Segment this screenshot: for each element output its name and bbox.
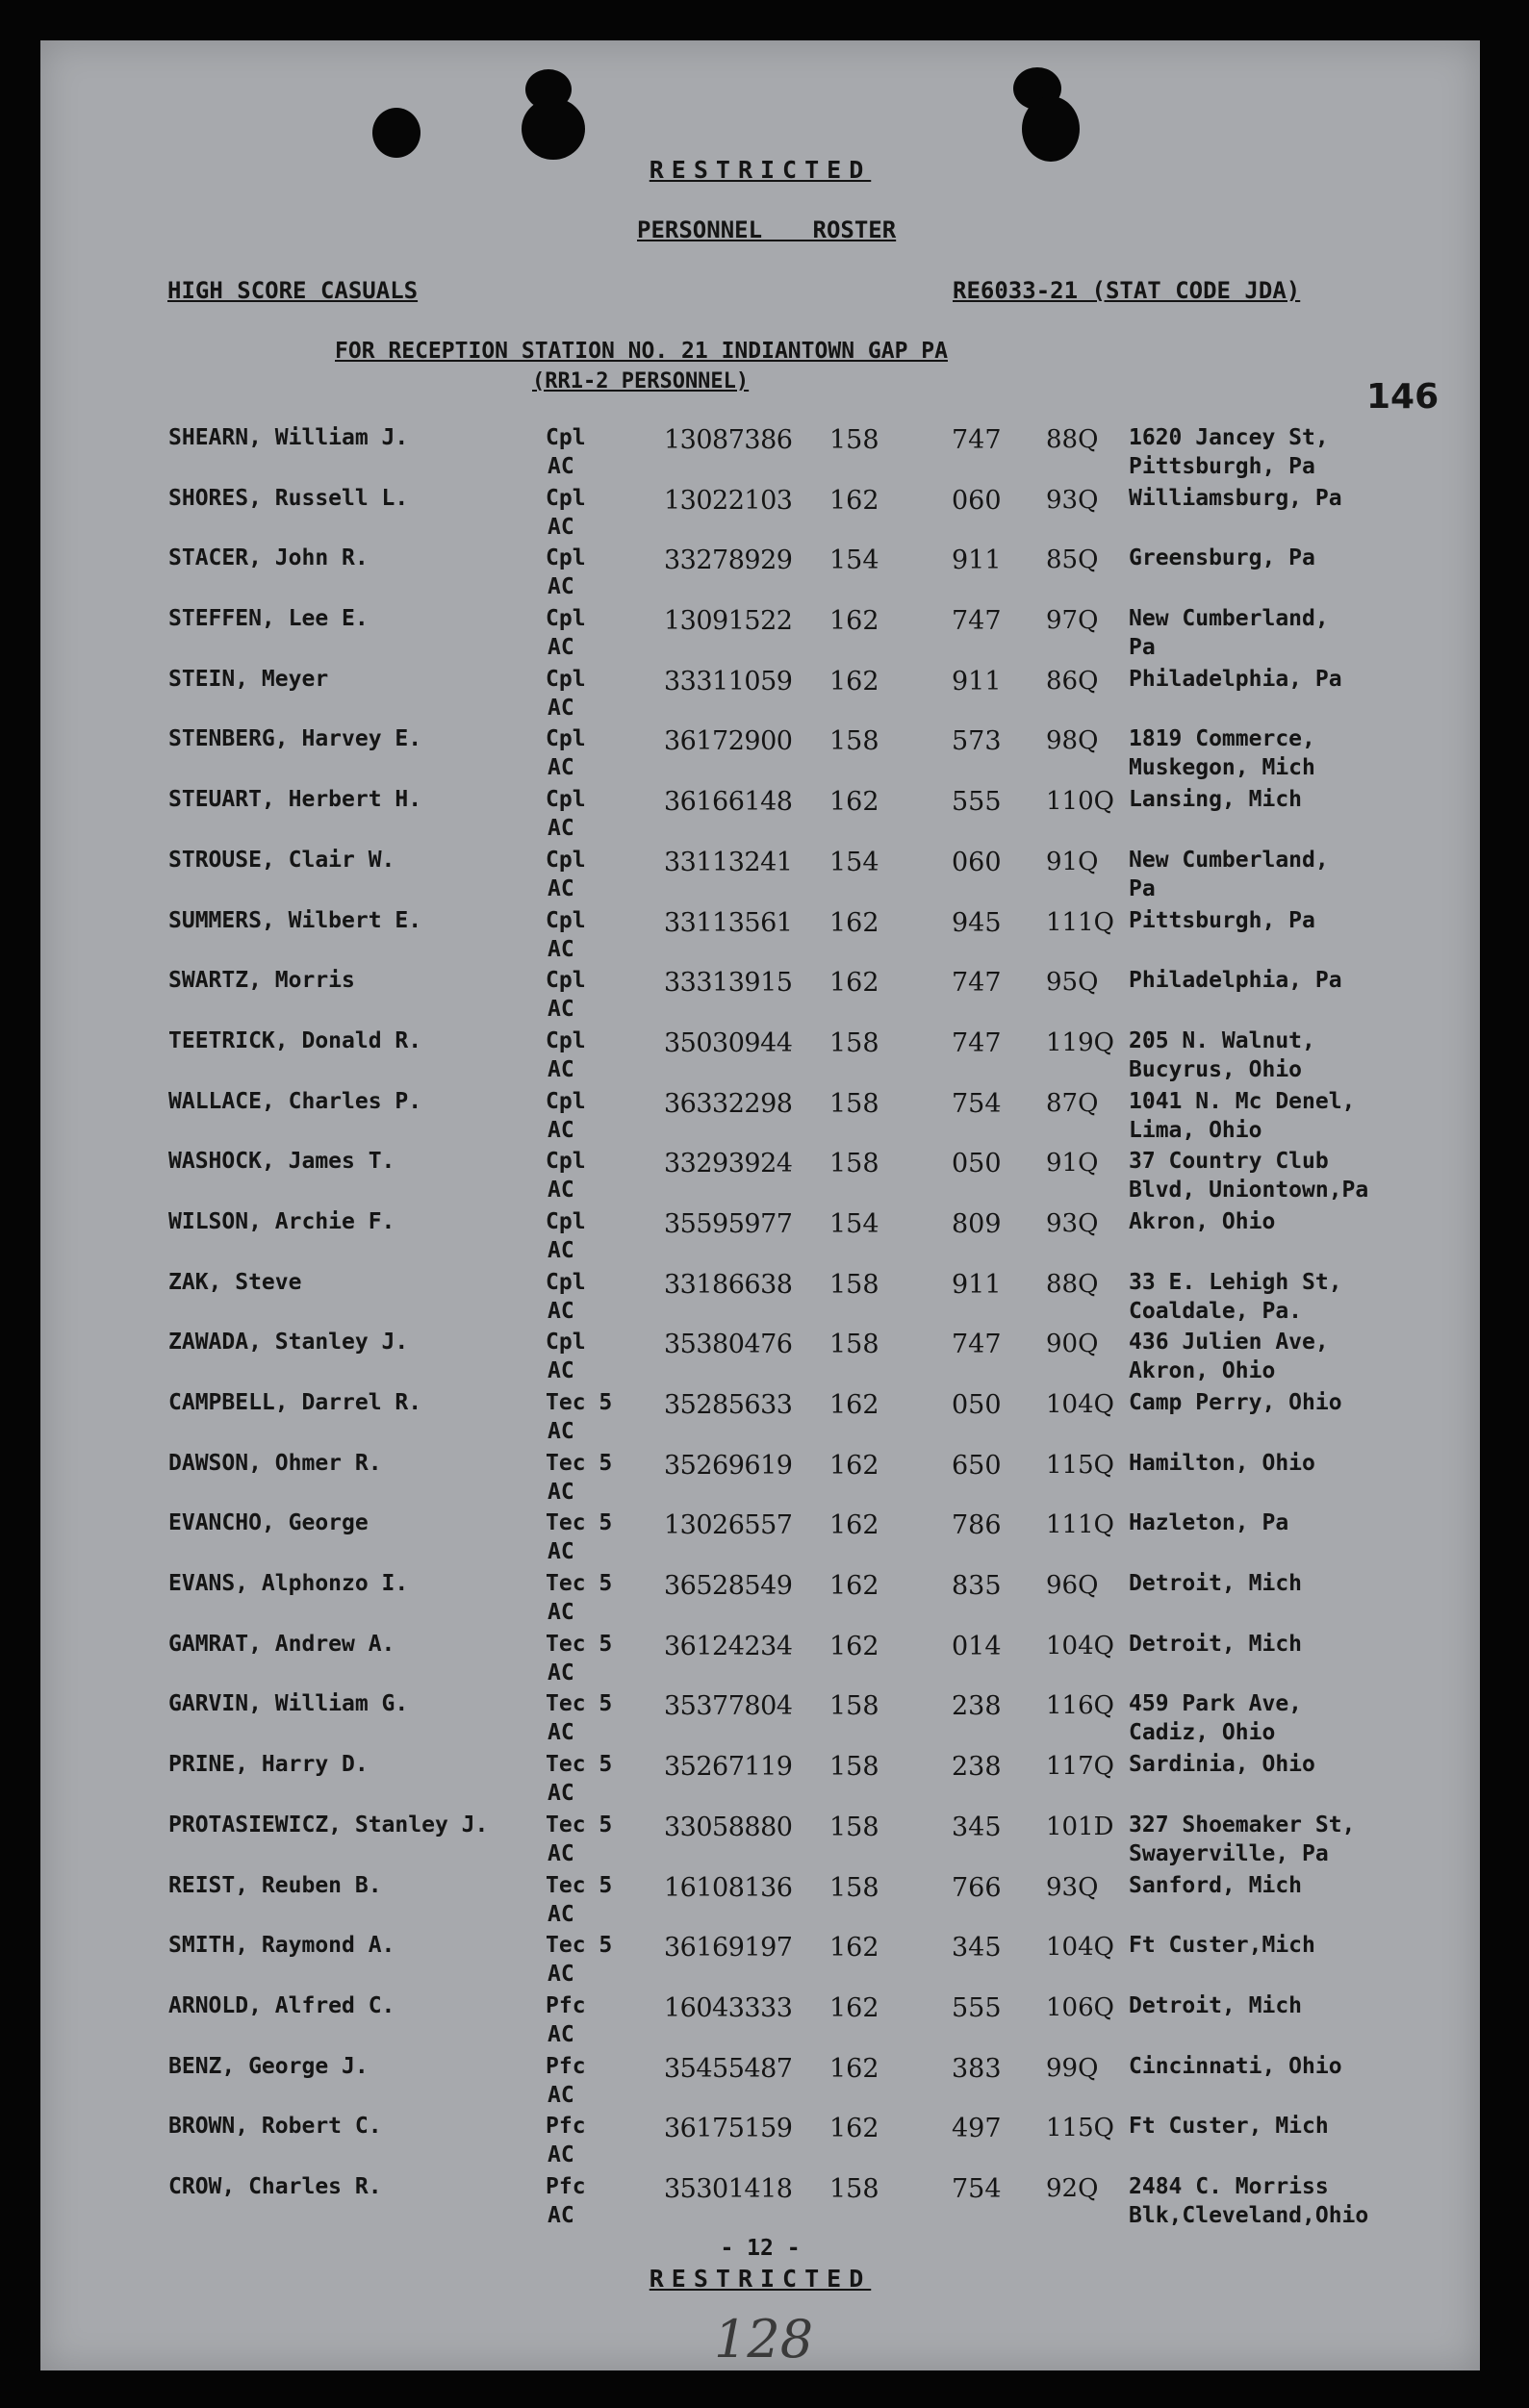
- table-row: [40, 968, 1480, 1028]
- roster-score: 90Q: [1046, 1330, 1099, 1359]
- roster-branch: AC: [548, 2142, 574, 2168]
- page-number: - 12 -: [720, 2236, 801, 2261]
- table-row: [40, 1632, 1480, 1692]
- roster-rank: Cpl: [546, 787, 586, 813]
- roster-branch: AC: [548, 936, 574, 962]
- roster-branch: AC: [548, 1901, 574, 1927]
- stat-code: RE6033-21 (STAT CODE JDA): [953, 277, 1301, 304]
- roster-address-line-1: Ft Custer,Mich: [1129, 1933, 1315, 1959]
- roster-serial-number: 35380476: [664, 1330, 793, 1360]
- roster-rank: Tec 5: [546, 1450, 613, 1476]
- roster-branch: AC: [548, 1600, 574, 1626]
- table-row: [40, 1752, 1480, 1812]
- roster-code-a: 158: [829, 1752, 879, 1783]
- roster-score: 116Q: [1046, 1691, 1114, 1721]
- roster-address-line-1: 1620 Jancey St,: [1129, 425, 1329, 450]
- roster-rank: Tec 5: [546, 1390, 613, 1415]
- roster-score: 91Q: [1046, 847, 1099, 876]
- roster-score: 91Q: [1046, 1149, 1099, 1179]
- roster-branch: AC: [548, 1660, 574, 1686]
- roster-name: SMITH, Raymond A.: [168, 1933, 395, 1959]
- station-subtitle: (RR1-2 PERSONNEL): [532, 369, 750, 393]
- roster-serial-number: 33058880: [664, 1812, 793, 1842]
- roster-score: 97Q: [1046, 606, 1099, 636]
- roster-name: TEETRICK, Donald R.: [168, 1027, 422, 1053]
- roster-code-a: 162: [829, 2053, 879, 2084]
- roster-rank: Cpl: [546, 1269, 586, 1295]
- table-row: [40, 1028, 1480, 1089]
- roster-rank: Pfc: [546, 2053, 586, 2079]
- roster-code-a: 158: [829, 1691, 879, 1722]
- roster-code-b: 786: [952, 1510, 1002, 1541]
- roster-address-line-1: Lansing, Mich: [1129, 787, 1303, 813]
- roster-code-b: 060: [952, 847, 1002, 877]
- roster-code-b: 238: [952, 1752, 1002, 1783]
- roster-code-b: 911: [952, 545, 1002, 576]
- roster-code-b: 911: [952, 1269, 1002, 1300]
- roster-branch: AC: [548, 2082, 574, 2108]
- roster-address-line-1: Hazleton, Pa: [1129, 1510, 1289, 1536]
- roster-rank: Cpl: [546, 1027, 586, 1053]
- roster-serial-number: 35595977: [664, 1208, 793, 1239]
- roster-name: SUMMERS, Wilbert E.: [168, 907, 422, 933]
- roster-code-a: 162: [829, 1992, 879, 2023]
- roster-branch: AC: [548, 1419, 574, 1444]
- roster-code-b: 345: [952, 1933, 1002, 1964]
- restricted-header: RESTRICTED: [649, 156, 872, 184]
- roster-serial-number: 36528549: [664, 1571, 793, 1602]
- table-row: [40, 1270, 1480, 1331]
- table-row: [40, 545, 1480, 606]
- roster-address-line-1: Cincinnati, Ohio: [1129, 2053, 1342, 2079]
- roster-branch: AC: [548, 1840, 574, 1866]
- roster-code-a: 158: [829, 1088, 879, 1119]
- roster-branch: AC: [548, 1117, 574, 1143]
- table-row: [40, 1993, 1480, 2054]
- roster-code-b: 014: [952, 1631, 1002, 1661]
- roster-code-b: 747: [952, 1027, 1002, 1058]
- table-row: [40, 1451, 1480, 1511]
- roster-score: 93Q: [1046, 1208, 1099, 1238]
- roster-name: CAMPBELL, Darrel R.: [168, 1390, 422, 1415]
- roster-branch: AC: [548, 1720, 574, 1746]
- roster-rank: Cpl: [546, 1088, 586, 1114]
- table-row: [40, 1209, 1480, 1270]
- roster-name: ARNOLD, Alfred C.: [168, 1992, 395, 2018]
- roster-address-line-1: Pittsburgh, Pa: [1129, 907, 1315, 933]
- roster-address-line-2: Pa: [1129, 875, 1156, 901]
- roster-name: PROTASIEWICZ, Stanley J.: [168, 1812, 489, 1838]
- roster-branch: AC: [548, 1056, 574, 1082]
- roster-name: WALLACE, Charles P.: [168, 1088, 422, 1114]
- roster-serial-number: 33113241: [664, 847, 793, 877]
- roster-branch: AC: [548, 454, 574, 479]
- roster-address-line-1: Sardinia, Ohio: [1129, 1752, 1315, 1778]
- roster-address-line-1: Williamsburg, Pa: [1129, 485, 1342, 511]
- roster-serial-number: 13026557: [664, 1510, 793, 1541]
- roster-rank: Cpl: [546, 847, 586, 873]
- roster-serial-number: 33113561: [664, 907, 793, 938]
- roster-branch: AC: [548, 755, 574, 781]
- table-row: [40, 1390, 1480, 1451]
- roster-address-line-1: Philadelphia, Pa: [1129, 968, 1342, 994]
- roster-code-a: 154: [829, 847, 879, 877]
- roster-score: 104Q: [1046, 1390, 1114, 1419]
- roster-branch: AC: [548, 695, 574, 721]
- roster-code-a: 162: [829, 1450, 879, 1481]
- roster-score: 99Q: [1046, 2053, 1099, 2083]
- table-row: [40, 2174, 1480, 2235]
- roster-rank: Tec 5: [546, 1933, 613, 1959]
- table-row: [40, 667, 1480, 727]
- roster-address-line-1: Ft Custer, Mich: [1129, 2114, 1329, 2140]
- roster-score: 106Q: [1046, 1992, 1114, 2022]
- roster-serial-number: 16043333: [664, 1992, 793, 2023]
- roster-branch: AC: [548, 1178, 574, 1204]
- roster-code-a: 158: [829, 1812, 879, 1842]
- roster-score: 101D: [1046, 1812, 1114, 1841]
- roster-code-b: 650: [952, 1450, 1002, 1481]
- table-row: [40, 2114, 1480, 2174]
- roster-code-a: 162: [829, 1933, 879, 1964]
- roster-code-a: 162: [829, 1571, 879, 1602]
- roster-serial-number: 35030944: [664, 1027, 793, 1058]
- restricted-footer: RESTRICTED: [649, 2265, 872, 2293]
- roster-code-b: 050: [952, 1149, 1002, 1179]
- table-row: [40, 2054, 1480, 2115]
- roster-name: SWARTZ, Morris: [168, 968, 355, 994]
- table-row: [40, 1089, 1480, 1150]
- table-row: [40, 848, 1480, 908]
- roster-address-line-2: Cadiz, Ohio: [1129, 1720, 1276, 1746]
- roster-name: GARVIN, William G.: [168, 1691, 409, 1717]
- punch-hole-right: [1022, 96, 1080, 162]
- roster-serial-number: 13087386: [664, 425, 793, 455]
- roster-code-a: 158: [829, 1330, 879, 1360]
- roster-address-line-1: Akron, Ohio: [1129, 1208, 1276, 1234]
- roster-code-a: 162: [829, 2114, 879, 2144]
- roster-name: GAMRAT, Andrew A.: [168, 1631, 395, 1657]
- roster-code-b: 747: [952, 1330, 1002, 1360]
- roster-name: STROUSE, Clair W.: [168, 847, 395, 873]
- roster-name: SHORES, Russell L.: [168, 485, 409, 511]
- table-row: [40, 1933, 1480, 1993]
- roster-branch: AC: [548, 514, 574, 540]
- roster-address-line-1: Greensburg, Pa: [1129, 545, 1315, 571]
- roster-score: 88Q: [1046, 1269, 1099, 1299]
- roster-rank: Cpl: [546, 1208, 586, 1234]
- roster-name: EVANS, Alphonzo I.: [168, 1571, 409, 1597]
- roster-code-a: 162: [829, 485, 879, 516]
- roster-code-a: 162: [829, 968, 879, 999]
- roster-code-b: 060: [952, 485, 1002, 516]
- roster-code-b: 238: [952, 1691, 1002, 1722]
- roster-score: 111Q: [1046, 1510, 1114, 1540]
- roster-name: CROW, Charles R.: [168, 2173, 382, 2199]
- roster-rank: Tec 5: [546, 1812, 613, 1838]
- roster-address-line-1: Hamilton, Ohio: [1129, 1450, 1315, 1476]
- roster-score: 104Q: [1046, 1631, 1114, 1660]
- roster-rank: Cpl: [546, 545, 586, 571]
- roster-score: 111Q: [1046, 907, 1114, 937]
- table-row: [40, 606, 1480, 667]
- roster-rank: Tec 5: [546, 1691, 613, 1717]
- roster-code-a: 158: [829, 425, 879, 455]
- roster-code-a: 162: [829, 1631, 879, 1661]
- roster-code-a: 154: [829, 545, 879, 576]
- roster-code-a: 162: [829, 1510, 879, 1541]
- roster-name: WILSON, Archie F.: [168, 1208, 395, 1234]
- roster-serial-number: 36166148: [664, 787, 793, 818]
- roster-rank: Cpl: [546, 1149, 586, 1175]
- roster-score: 93Q: [1046, 1872, 1099, 1902]
- roster-address-line-1: Detroit, Mich: [1129, 1631, 1303, 1657]
- roster-address-line-1: Sanford, Mich: [1129, 1872, 1303, 1898]
- table-row: [40, 486, 1480, 546]
- roster-address-line-2: Coaldale, Pa.: [1129, 1298, 1303, 1324]
- roster-score: 119Q: [1046, 1027, 1114, 1057]
- roster-address-line-1: Detroit, Mich: [1129, 1992, 1303, 2018]
- roster-serial-number: 16108136: [664, 1872, 793, 1903]
- roster-serial-number: 33278929: [664, 545, 793, 576]
- roster-name: ZAWADA, Stanley J.: [168, 1330, 409, 1356]
- roster-address-line-1: 459 Park Ave,: [1129, 1691, 1303, 1717]
- roster-address-line-1: 205 N. Walnut,: [1129, 1027, 1315, 1053]
- handwritten-number: 128: [714, 2309, 814, 2370]
- roster-rank: Cpl: [546, 968, 586, 994]
- roster-code-b: 573: [952, 726, 1002, 757]
- roster-table: [40, 425, 1480, 2235]
- table-row: [40, 1510, 1480, 1571]
- table-row: [40, 1571, 1480, 1632]
- punch-hole-center: [522, 98, 585, 160]
- roster-code-a: 162: [829, 666, 879, 697]
- roster-serial-number: 35455487: [664, 2053, 793, 2084]
- table-row: [40, 726, 1480, 787]
- roster-code-b: 497: [952, 2114, 1002, 2144]
- roster-serial-number: 36169197: [664, 1933, 793, 1964]
- roster-address-line-1: Philadelphia, Pa: [1129, 666, 1342, 692]
- roster-serial-number: 36332298: [664, 1088, 793, 1119]
- roster-branch: AC: [548, 997, 574, 1023]
- roster-branch: AC: [548, 875, 574, 901]
- roster-code-a: 158: [829, 1872, 879, 1903]
- roster-score: 96Q: [1046, 1571, 1099, 1601]
- roster-code-b: 383: [952, 2053, 1002, 2084]
- roster-name: STEIN, Meyer: [168, 666, 329, 692]
- roster-code-a: 162: [829, 606, 879, 637]
- table-row: [40, 1330, 1480, 1390]
- roster-address-line-1: 33 E. Lehigh St,: [1129, 1269, 1342, 1295]
- roster-serial-number: 35377804: [664, 1691, 793, 1722]
- roster-address-line-1: 1819 Commerce,: [1129, 726, 1315, 752]
- roster-code-b: 555: [952, 787, 1002, 818]
- roster-rank: Cpl: [546, 485, 586, 511]
- roster-name: PRINE, Harry D.: [168, 1752, 369, 1778]
- roster-code-b: 754: [952, 2173, 1002, 2204]
- roster-address-line-2: Muskegon, Mich: [1129, 755, 1315, 781]
- roster-score: 104Q: [1046, 1933, 1114, 1963]
- roster-score: 95Q: [1046, 968, 1099, 998]
- roster-branch: AC: [548, 1539, 574, 1565]
- roster-address-line-1: Camp Perry, Ohio: [1129, 1390, 1342, 1415]
- roster-address-line-2: Bucyrus, Ohio: [1129, 1056, 1303, 1082]
- roster-score: 92Q: [1046, 2173, 1099, 2203]
- roster-address-line-2: Pa: [1129, 635, 1156, 661]
- roster-address-line-1: 2484 C. Morriss: [1129, 2173, 1329, 2199]
- roster-name: EVANCHO, George: [168, 1510, 369, 1536]
- roster-serial-number: 33186638: [664, 1269, 793, 1300]
- roster-name: BENZ, George J.: [168, 2053, 369, 2079]
- roster-serial-number: 36172900: [664, 726, 793, 757]
- roster-score: 115Q: [1046, 2114, 1114, 2143]
- roster-code-a: 158: [829, 726, 879, 757]
- roster-code-a: 158: [829, 1149, 879, 1179]
- roster-branch: AC: [548, 1298, 574, 1324]
- roster-title: PERSONNEL ROSTER: [637, 216, 897, 243]
- roster-branch: AC: [548, 2021, 574, 2047]
- roster-branch: AC: [548, 1479, 574, 1505]
- roster-code-b: 345: [952, 1812, 1002, 1842]
- roster-code-a: 158: [829, 2173, 879, 2204]
- roster-serial-number: 35267119: [664, 1752, 793, 1783]
- roster-serial-number: 13091522: [664, 606, 793, 637]
- page-stamp-number: 146: [1366, 377, 1440, 417]
- roster-rank: Cpl: [546, 907, 586, 933]
- roster-code-a: 162: [829, 1390, 879, 1420]
- roster-code-b: 754: [952, 1088, 1002, 1119]
- roster-code-b: 911: [952, 666, 1002, 697]
- roster-code-b: 766: [952, 1872, 1002, 1903]
- roster-rank: Tec 5: [546, 1510, 613, 1536]
- table-row: [40, 1691, 1480, 1752]
- roster-address-line-1: 37 Country Club: [1129, 1149, 1329, 1175]
- roster-address-line-1: 327 Shoemaker St,: [1129, 1812, 1356, 1838]
- roster-rank: Pfc: [546, 1992, 586, 2018]
- roster-serial-number: 36124234: [664, 1631, 793, 1661]
- roster-name: DAWSON, Ohmer R.: [168, 1450, 382, 1476]
- roster-address-line-2: Akron, Ohio: [1129, 1358, 1276, 1384]
- roster-name: REIST, Reuben B.: [168, 1872, 382, 1898]
- roster-branch: AC: [548, 1237, 574, 1263]
- roster-code-b: 809: [952, 1208, 1002, 1239]
- roster-address-line-2: Swayerville, Pa: [1129, 1840, 1329, 1866]
- roster-branch: AC: [548, 1962, 574, 1988]
- roster-branch: AC: [548, 816, 574, 842]
- roster-address-line-1: New Cumberland,: [1129, 606, 1329, 632]
- roster-address-line-2: Blk,Cleveland,Ohio: [1129, 2202, 1369, 2228]
- roster-name: WASHOCK, James T.: [168, 1149, 395, 1175]
- roster-rank: Pfc: [546, 2114, 586, 2140]
- roster-serial-number: 36175159: [664, 2114, 793, 2144]
- roster-score: 98Q: [1046, 726, 1099, 756]
- roster-serial-number: 33293924: [664, 1149, 793, 1179]
- punch-hole-left: [372, 108, 420, 158]
- roster-address-line-2: Blvd, Uniontown,Pa: [1129, 1178, 1369, 1204]
- roster-rank: Cpl: [546, 726, 586, 752]
- roster-score: 117Q: [1046, 1752, 1114, 1782]
- roster-name: BROWN, Robert C.: [168, 2114, 382, 2140]
- roster-serial-number: 13022103: [664, 485, 793, 516]
- roster-serial-number: 35269619: [664, 1450, 793, 1481]
- roster-name: STEUART, Herbert H.: [168, 787, 422, 813]
- table-row: [40, 1873, 1480, 1934]
- roster-code-a: 162: [829, 907, 879, 938]
- roster-rank: Tec 5: [546, 1872, 613, 1898]
- roster-serial-number: 33313915: [664, 968, 793, 999]
- roster-name: STACER, John R.: [168, 545, 369, 571]
- table-row: [40, 1149, 1480, 1209]
- roster-rank: Cpl: [546, 425, 586, 450]
- unit-label: HIGH SCORE CASUALS: [167, 277, 419, 304]
- roster-address-line-2: Pittsburgh, Pa: [1129, 454, 1315, 479]
- roster-serial-number: 33311059: [664, 666, 793, 697]
- roster-branch: AC: [548, 1358, 574, 1384]
- roster-score: 110Q: [1046, 787, 1114, 817]
- roster-rank: Tec 5: [546, 1571, 613, 1597]
- roster-code-b: 835: [952, 1571, 1002, 1602]
- document-page: [40, 40, 1480, 2370]
- roster-code-a: 158: [829, 1027, 879, 1058]
- roster-rank: Tec 5: [546, 1631, 613, 1657]
- table-row: [40, 425, 1480, 486]
- roster-rank: Tec 5: [546, 1752, 613, 1778]
- roster-name: STENBERG, Harvey E.: [168, 726, 422, 752]
- roster-code-b: 747: [952, 606, 1002, 637]
- roster-branch: AC: [548, 2202, 574, 2228]
- roster-rank: Cpl: [546, 606, 586, 632]
- roster-code-b: 747: [952, 425, 1002, 455]
- roster-address-line-1: 436 Julien Ave,: [1129, 1330, 1329, 1356]
- roster-branch: AC: [548, 635, 574, 661]
- roster-code-b: 555: [952, 1992, 1002, 2023]
- roster-score: 88Q: [1046, 425, 1099, 454]
- roster-score: 86Q: [1046, 666, 1099, 696]
- roster-code-b: 747: [952, 968, 1002, 999]
- roster-branch: AC: [548, 1781, 574, 1807]
- roster-score: 115Q: [1046, 1450, 1114, 1480]
- roster-address-line-1: 1041 N. Mc Denel,: [1129, 1088, 1356, 1114]
- roster-code-a: 158: [829, 1269, 879, 1300]
- roster-score: 93Q: [1046, 485, 1099, 515]
- roster-name: ZAK, Steve: [168, 1269, 302, 1295]
- roster-code-a: 154: [829, 1208, 879, 1239]
- roster-address-line-2: Lima, Ohio: [1129, 1117, 1262, 1143]
- table-row: [40, 787, 1480, 848]
- roster-score: 85Q: [1046, 545, 1099, 575]
- roster-code-b: 945: [952, 907, 1002, 938]
- roster-name: STEFFEN, Lee E.: [168, 606, 369, 632]
- roster-rank: Pfc: [546, 2173, 586, 2199]
- roster-rank: Cpl: [546, 1330, 586, 1356]
- roster-code-b: 050: [952, 1390, 1002, 1420]
- station-title: FOR RECEPTION STATION NO. 21 INDIANTOWN GAP PA: [335, 339, 948, 364]
- table-row: [40, 1812, 1480, 1873]
- roster-serial-number: 35301418: [664, 2173, 793, 2204]
- roster-address-line-1: New Cumberland,: [1129, 847, 1329, 873]
- roster-score: 87Q: [1046, 1088, 1099, 1118]
- roster-serial-number: 35285633: [664, 1390, 793, 1420]
- table-row: [40, 908, 1480, 969]
- roster-branch: AC: [548, 574, 574, 600]
- roster-address-line-1: Detroit, Mich: [1129, 1571, 1303, 1597]
- roster-rank: Cpl: [546, 666, 586, 692]
- roster-code-a: 162: [829, 787, 879, 818]
- roster-name: SHEARN, William J.: [168, 425, 409, 450]
